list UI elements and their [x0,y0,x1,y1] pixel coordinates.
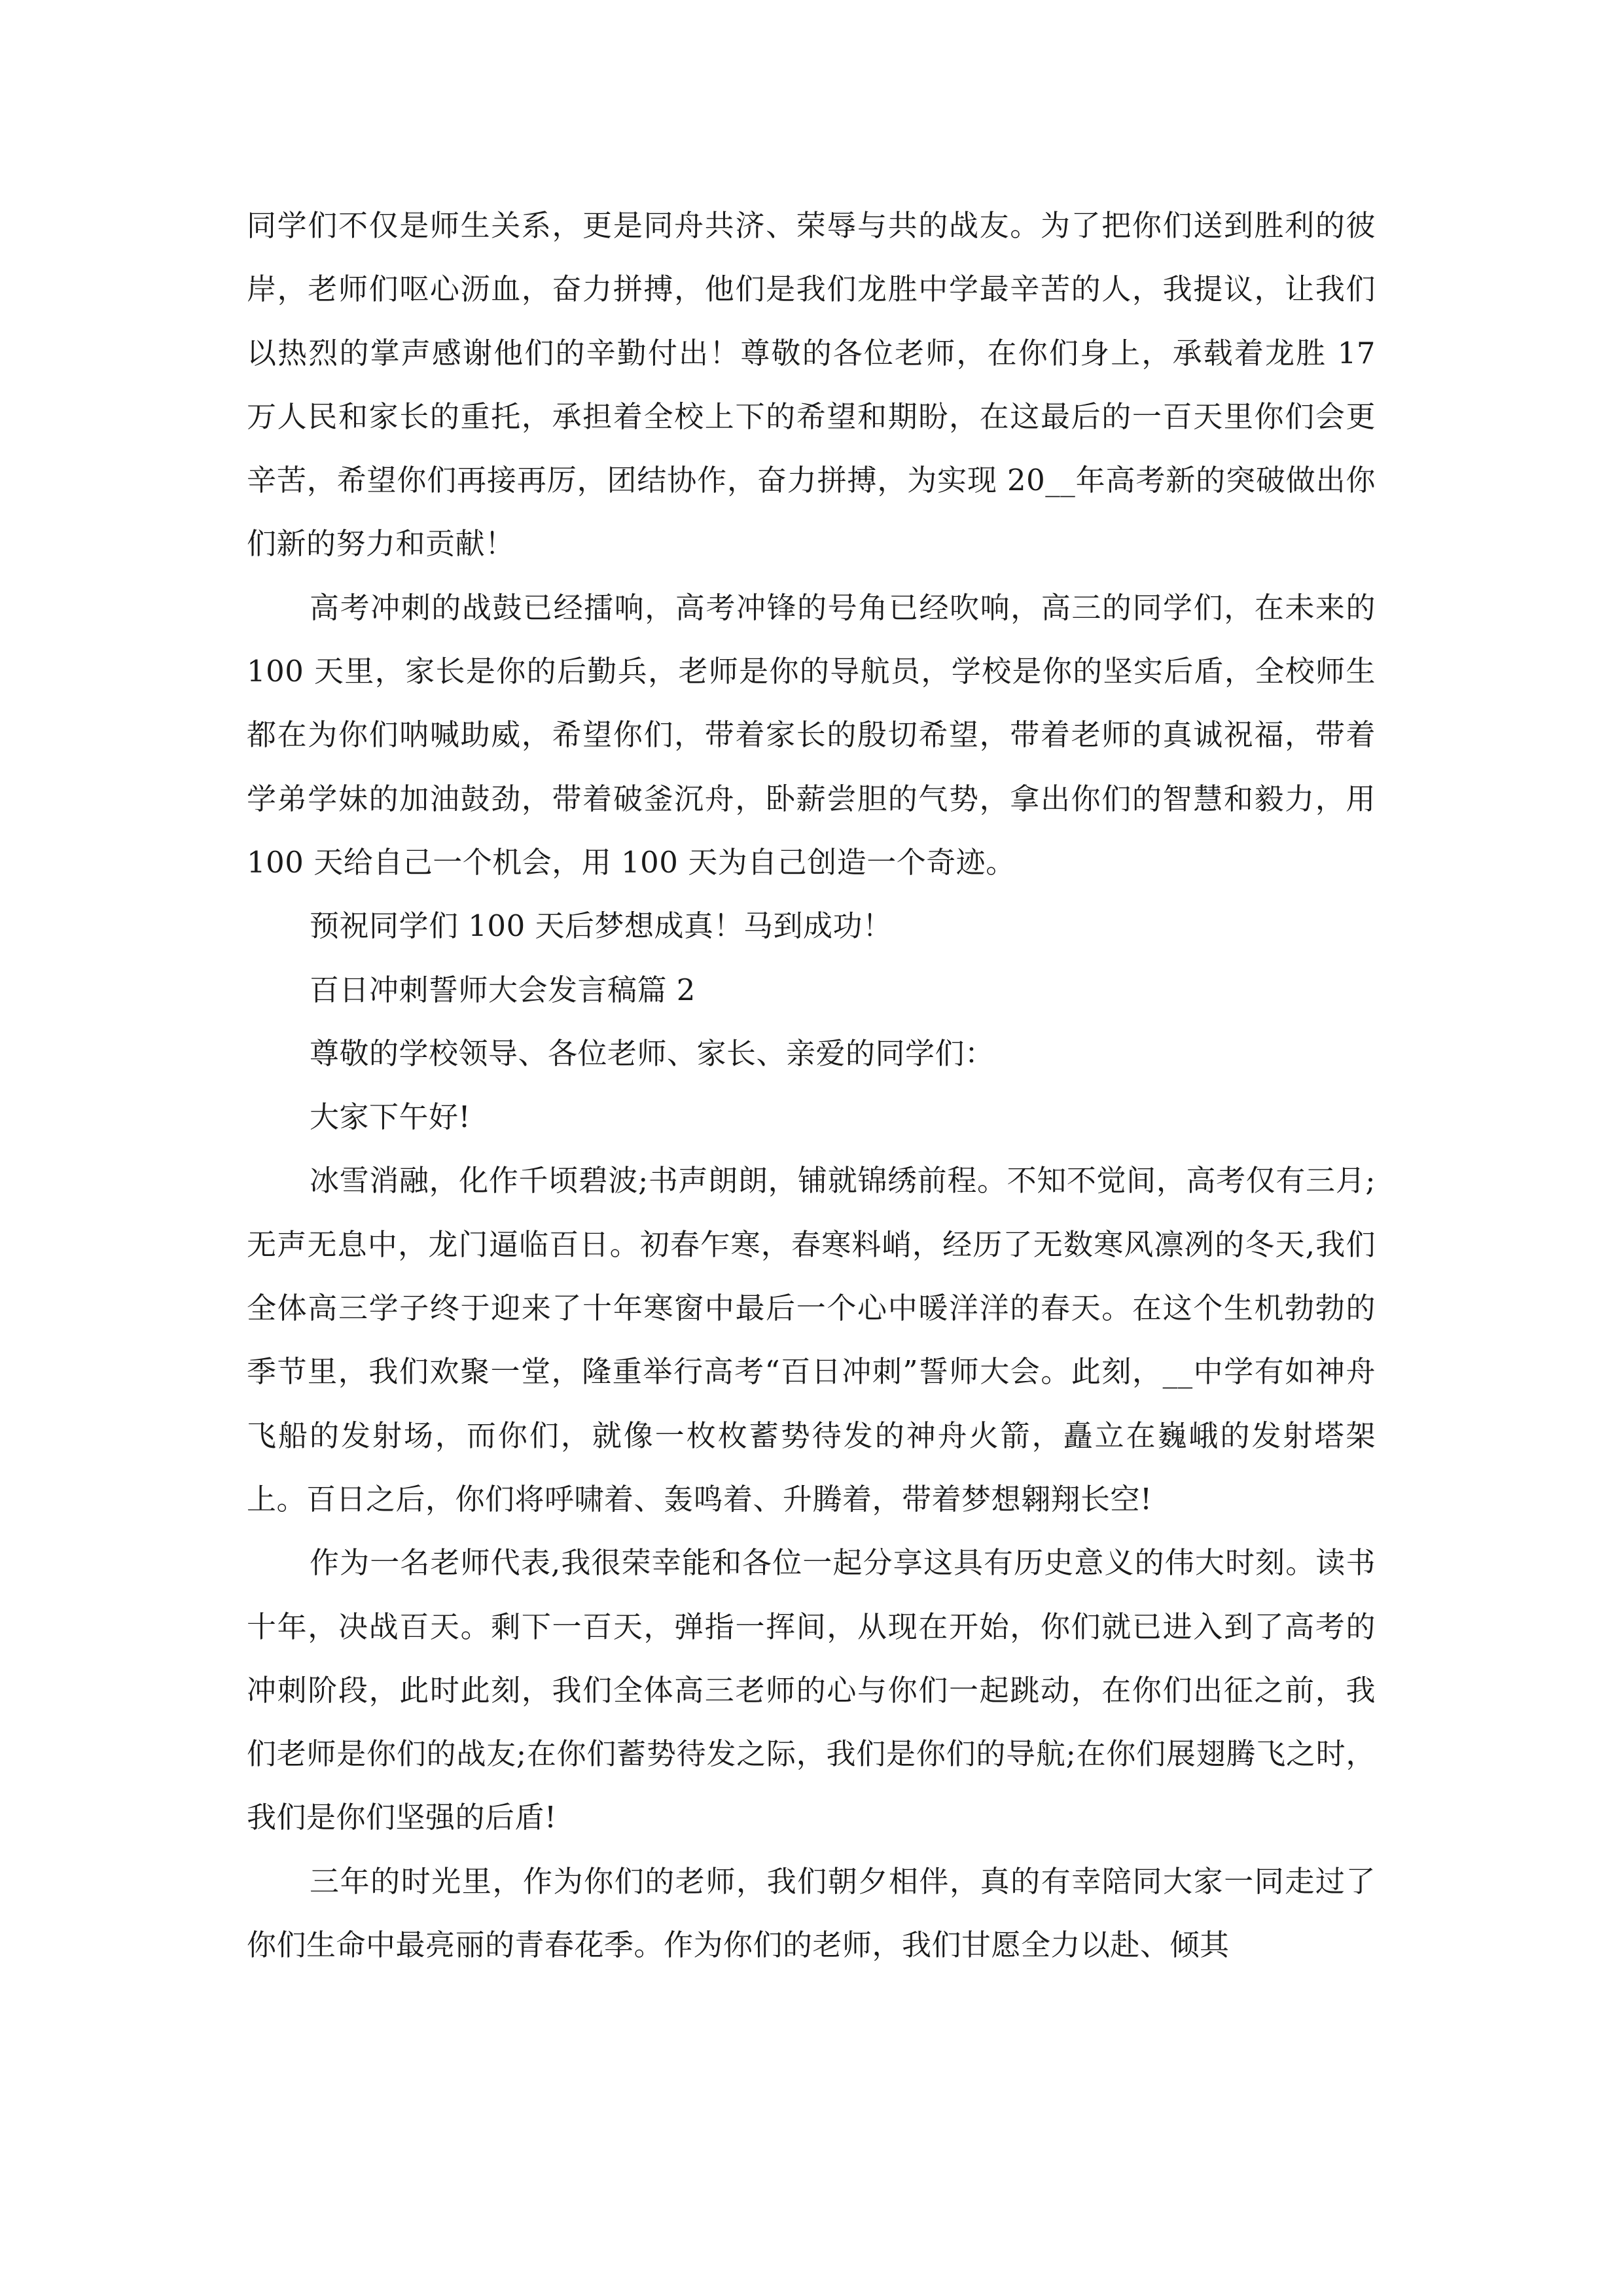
paragraph: 同学们不仅是师生关系，更是同舟共济、荣辱与共的战友。为了把你们送到胜利的彼岸，老师们呕心沥血，奋力拼搏，他们是我们龙胜中学最辛苦的人，我提议，让我们以热烈的掌声感谢他们的辛勤付出！尊敬的各位老师，在你们身上，承载着龙胜 17 万人民和家长的重托，承担着全校上下的希望和期盼，在这最后的一百天里你们会更辛苦，希望你们再接再厉，团结协作，奋力拼搏，为实现 20__年高考新的突破做出你们新的努力和贡献！ [247,208,1376,562]
paragraph: 三年的时光里，作为你们的老师，我们朝夕相伴，真的有幸陪同大家一同走过了你们生命中最亮丽的青春花季。作为你们的老师，我们甘愿全力以赴、倾其 [247,1863,1376,1963]
paragraph: 冰雪消融，化作千顷碧波;书声朗朗，铺就锦绣前程。不知不觉间，高考仅有三月;无声无息中，龙门逼临百日。初春乍寒，春寒料峭，经历了无数寒风凛冽的冬天,我们全体高三学子终于迎来了十年寒窗中最后一个心中暖洋洋的春天。在这个生机勃勃的季节里，我们欢聚一堂，隆重举行高考“百日冲刺”誓师大会。此刻，__中学有如神舟飞船的发射场，而你们，就像一枚枚蓄势待发的神舟火箭，矗立在巍峨的发射塔架上。百日之后，你们将呼啸着、轰鸣着、升腾着，带着梦想翱翔长空! [247,1163,1376,1516]
salutation: 尊敬的学校领导、各位老师、家长、亲爱的同学们： [310,1035,995,1071]
paragraph: 预祝同学们 100 天后梦想成真！马到成功！ [310,908,893,944]
section-heading: 百日冲刺誓师大会发言稿篇 2 [310,972,696,1007]
paragraph: 高考冲刺的战鼓已经擂响，高考冲锋的号角已经吹响，高三的同学们，在未来的 100 天里，家长是你的后勤兵，老师是你的导航员，学校是你的坚实后盾，全校师生都在为你们呐喊助威，希望你们，带着家长的殷切希望，带着老师的真诚祝福，带着学弟学妹的加油鼓劲，带着破釜沉舟，卧薪尝胆的气势，拿出你们的智慧和毅力，用 100 天给自己一个机会，用 100 天为自己创造一个奇迹。 [247,590,1376,880]
greeting: 大家下午好! [310,1100,471,1135]
paragraph: 作为一名老师代表,我很荣幸能和各位一起分享这具有历史意义的伟大时刻。读书十年，决战百天。剩下一百天，弹指一挥间，从现在开始，你们就已进入到了高考的冲刺阶段，此时此刻，我们全体高三老师的心与你们一起跳动，在你们出征之前，我们老师是你们的战友;在你们蓄势待发之际，我们是你们的导航;在你们展翅腾飞之时，我们是你们坚强的后盾! [247,1545,1376,1835]
document-page [247,194,1376,1977]
